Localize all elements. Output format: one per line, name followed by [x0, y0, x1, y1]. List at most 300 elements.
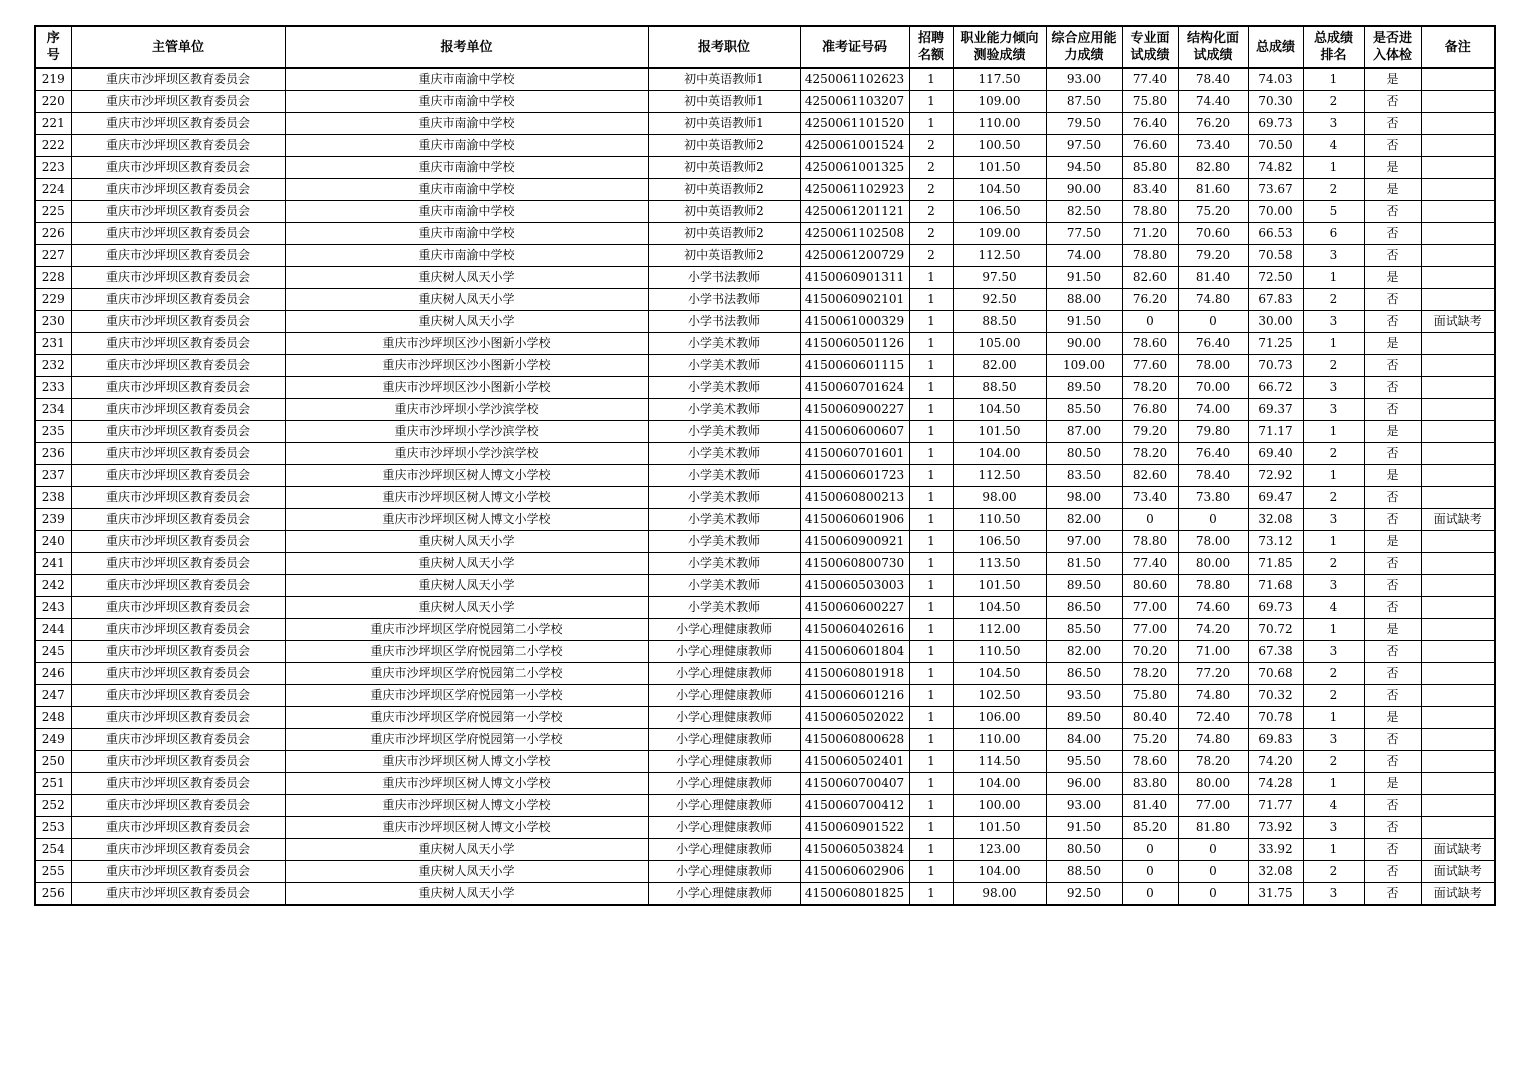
- cell-rank: 3: [1303, 311, 1364, 333]
- cell-ticket: 4250061102508: [800, 223, 909, 245]
- cell-medical: 否: [1364, 663, 1421, 685]
- header-rank: 总成绩排名: [1303, 26, 1364, 68]
- cell-dept: 重庆市沙坪坝区教育委员会: [71, 509, 285, 531]
- table-row: [35, 817, 1495, 839]
- table-row: [35, 355, 1495, 377]
- cell-position: 小学美术教师: [648, 333, 800, 355]
- cell-aptitude: 112.50: [953, 465, 1046, 487]
- cell-quota: 2: [909, 245, 953, 267]
- cell-total: 72.50: [1248, 267, 1303, 289]
- cell-struct-interview: 77.20: [1178, 663, 1248, 685]
- cell-unit: 重庆市沙坪坝区树人博文小学校: [285, 817, 648, 839]
- cell-dept: 重庆市沙坪坝区教育委员会: [71, 641, 285, 663]
- cell-position: 小学美术教师: [648, 421, 800, 443]
- cell-ticket: 4150060900227: [800, 399, 909, 421]
- cell-struct-interview: 73.40: [1178, 135, 1248, 157]
- header-note: 备注: [1421, 26, 1495, 68]
- cell-dept: 重庆市沙坪坝区教育委员会: [71, 91, 285, 113]
- cell-ticket: 4150060800730: [800, 553, 909, 575]
- cell-rank: 1: [1303, 267, 1364, 289]
- cell-no: 256: [35, 883, 71, 906]
- table-row: [35, 68, 1495, 91]
- table-row: [35, 91, 1495, 113]
- cell-quota: 1: [909, 883, 953, 906]
- cell-position: 初中英语教师2: [648, 223, 800, 245]
- cell-position: 初中英语教师1: [648, 68, 800, 91]
- cell-pro-interview: 83.80: [1122, 773, 1178, 795]
- cell-quota: 2: [909, 135, 953, 157]
- cell-applied: 94.50: [1046, 157, 1122, 179]
- cell-pro-interview: 85.80: [1122, 157, 1178, 179]
- cell-total: 73.12: [1248, 531, 1303, 553]
- cell-dept: 重庆市沙坪坝区教育委员会: [71, 311, 285, 333]
- cell-no: 226: [35, 223, 71, 245]
- cell-struct-interview: 74.80: [1178, 289, 1248, 311]
- table-row: [35, 707, 1495, 729]
- cell-rank: 1: [1303, 773, 1364, 795]
- cell-quota: 2: [909, 157, 953, 179]
- cell-note: [1421, 333, 1495, 355]
- cell-position: 小学心理健康教师: [648, 685, 800, 707]
- cell-total: 70.78: [1248, 707, 1303, 729]
- cell-struct-interview: 78.80: [1178, 575, 1248, 597]
- cell-quota: 1: [909, 443, 953, 465]
- cell-dept: 重庆市沙坪坝区教育委员会: [71, 421, 285, 443]
- table-row: [35, 333, 1495, 355]
- cell-total: 70.50: [1248, 135, 1303, 157]
- cell-struct-interview: 71.00: [1178, 641, 1248, 663]
- table-row: [35, 619, 1495, 641]
- cell-struct-interview: 79.80: [1178, 421, 1248, 443]
- cell-no: 233: [35, 377, 71, 399]
- cell-applied: 80.50: [1046, 443, 1122, 465]
- cell-applied: 96.00: [1046, 773, 1122, 795]
- cell-rank: 1: [1303, 157, 1364, 179]
- cell-no: 232: [35, 355, 71, 377]
- cell-unit: 重庆树人凤天小学: [285, 883, 648, 906]
- cell-rank: 3: [1303, 883, 1364, 906]
- cell-total: 69.37: [1248, 399, 1303, 421]
- cell-no: 230: [35, 311, 71, 333]
- cell-struct-interview: 80.00: [1178, 773, 1248, 795]
- cell-struct-interview: 74.00: [1178, 399, 1248, 421]
- cell-total: 71.68: [1248, 575, 1303, 597]
- cell-total: 32.08: [1248, 861, 1303, 883]
- cell-quota: 1: [909, 575, 953, 597]
- cell-quota: 1: [909, 289, 953, 311]
- cell-unit: 重庆树人凤天小学: [285, 861, 648, 883]
- cell-ticket: 4250061103207: [800, 91, 909, 113]
- cell-applied: 97.00: [1046, 531, 1122, 553]
- cell-medical: 否: [1364, 685, 1421, 707]
- cell-total: 69.47: [1248, 487, 1303, 509]
- cell-pro-interview: 78.60: [1122, 751, 1178, 773]
- cell-struct-interview: 74.80: [1178, 685, 1248, 707]
- cell-note: [1421, 531, 1495, 553]
- cell-rank: 2: [1303, 685, 1364, 707]
- cell-no: 224: [35, 179, 71, 201]
- cell-pro-interview: 77.00: [1122, 597, 1178, 619]
- cell-dept: 重庆市沙坪坝区教育委员会: [71, 113, 285, 135]
- table-body: [35, 68, 1495, 905]
- cell-medical: 否: [1364, 377, 1421, 399]
- cell-dept: 重庆市沙坪坝区教育委员会: [71, 487, 285, 509]
- cell-aptitude: 110.50: [953, 509, 1046, 531]
- cell-unit: 重庆市南渝中学校: [285, 91, 648, 113]
- cell-note: [1421, 201, 1495, 223]
- cell-struct-interview: 74.20: [1178, 619, 1248, 641]
- cell-struct-interview: 75.20: [1178, 201, 1248, 223]
- cell-note: [1421, 817, 1495, 839]
- cell-ticket: 4150060600227: [800, 597, 909, 619]
- cell-unit: 重庆市沙坪坝区学府悦园第一小学校: [285, 729, 648, 751]
- table-row: [35, 245, 1495, 267]
- cell-no: 239: [35, 509, 71, 531]
- cell-dept: 重庆市沙坪坝区教育委员会: [71, 597, 285, 619]
- cell-aptitude: 113.50: [953, 553, 1046, 575]
- cell-applied: 89.50: [1046, 707, 1122, 729]
- cell-unit: 重庆市南渝中学校: [285, 68, 648, 91]
- table-row: [35, 883, 1495, 906]
- cell-unit: 重庆市沙坪坝区树人博文小学校: [285, 487, 648, 509]
- cell-rank: 2: [1303, 289, 1364, 311]
- table-row: [35, 773, 1495, 795]
- cell-position: 小学心理健康教师: [648, 707, 800, 729]
- cell-ticket: 4150060601804: [800, 641, 909, 663]
- table-row: [35, 553, 1495, 575]
- table-header: [35, 26, 1495, 68]
- cell-aptitude: 112.00: [953, 619, 1046, 641]
- cell-no: 225: [35, 201, 71, 223]
- cell-applied: 97.50: [1046, 135, 1122, 157]
- cell-medical: 否: [1364, 311, 1421, 333]
- cell-struct-interview: 74.60: [1178, 597, 1248, 619]
- cell-ticket: 4150060801918: [800, 663, 909, 685]
- cell-struct-interview: 78.40: [1178, 465, 1248, 487]
- cell-no: 246: [35, 663, 71, 685]
- cell-aptitude: 104.00: [953, 861, 1046, 883]
- cell-struct-interview: 76.20: [1178, 113, 1248, 135]
- cell-medical: 是: [1364, 157, 1421, 179]
- cell-note: [1421, 179, 1495, 201]
- cell-unit: 重庆树人凤天小学: [285, 575, 648, 597]
- cell-total: 70.73: [1248, 355, 1303, 377]
- cell-total: 71.17: [1248, 421, 1303, 443]
- cell-total: 69.73: [1248, 597, 1303, 619]
- table-row: [35, 729, 1495, 751]
- table-row: [35, 179, 1495, 201]
- cell-aptitude: 88.50: [953, 377, 1046, 399]
- table-row: [35, 839, 1495, 861]
- cell-position: 小学心理健康教师: [648, 773, 800, 795]
- cell-ticket: 4250061101520: [800, 113, 909, 135]
- cell-rank: 3: [1303, 817, 1364, 839]
- cell-position: 小学心理健康教师: [648, 883, 800, 906]
- cell-position: 初中英语教师2: [648, 157, 800, 179]
- cell-quota: 1: [909, 267, 953, 289]
- cell-rank: 4: [1303, 795, 1364, 817]
- table-row: [35, 289, 1495, 311]
- cell-aptitude: 82.00: [953, 355, 1046, 377]
- cell-quota: 1: [909, 597, 953, 619]
- cell-ticket: 4150060502022: [800, 707, 909, 729]
- cell-total: 67.38: [1248, 641, 1303, 663]
- cell-note: [1421, 399, 1495, 421]
- header-struct-interview: 结构化面试成绩: [1178, 26, 1248, 68]
- table-row: [35, 575, 1495, 597]
- cell-dept: 重庆市沙坪坝区教育委员会: [71, 795, 285, 817]
- cell-unit: 重庆树人凤天小学: [285, 311, 648, 333]
- cell-quota: 1: [909, 531, 953, 553]
- cell-no: 240: [35, 531, 71, 553]
- cell-note: [1421, 729, 1495, 751]
- cell-aptitude: 123.00: [953, 839, 1046, 861]
- cell-unit: 重庆市沙坪坝区树人博文小学校: [285, 795, 648, 817]
- cell-rank: 3: [1303, 399, 1364, 421]
- cell-aptitude: 104.50: [953, 179, 1046, 201]
- cell-note: [1421, 795, 1495, 817]
- cell-applied: 84.00: [1046, 729, 1122, 751]
- cell-rank: 1: [1303, 531, 1364, 553]
- cell-aptitude: 110.00: [953, 729, 1046, 751]
- cell-note: [1421, 245, 1495, 267]
- cell-unit: 重庆市沙坪坝区树人博文小学校: [285, 773, 648, 795]
- cell-note: [1421, 443, 1495, 465]
- cell-ticket: 4150060601115: [800, 355, 909, 377]
- cell-struct-interview: 78.20: [1178, 751, 1248, 773]
- cell-medical: 否: [1364, 729, 1421, 751]
- cell-pro-interview: 82.60: [1122, 465, 1178, 487]
- cell-ticket: 4250061001524: [800, 135, 909, 157]
- cell-rank: 3: [1303, 113, 1364, 135]
- cell-no: 242: [35, 575, 71, 597]
- cell-pro-interview: 85.20: [1122, 817, 1178, 839]
- cell-total: 32.08: [1248, 509, 1303, 531]
- cell-rank: 2: [1303, 91, 1364, 113]
- cell-note: [1421, 707, 1495, 729]
- cell-applied: 85.50: [1046, 619, 1122, 641]
- cell-total: 74.28: [1248, 773, 1303, 795]
- cell-pro-interview: 78.80: [1122, 201, 1178, 223]
- cell-no: 250: [35, 751, 71, 773]
- cell-applied: 87.50: [1046, 91, 1122, 113]
- cell-no: 227: [35, 245, 71, 267]
- cell-aptitude: 101.50: [953, 421, 1046, 443]
- cell-position: 小学书法教师: [648, 311, 800, 333]
- cell-unit: 重庆市南渝中学校: [285, 201, 648, 223]
- cell-unit: 重庆树人凤天小学: [285, 597, 648, 619]
- cell-struct-interview: 77.00: [1178, 795, 1248, 817]
- cell-quota: 1: [909, 553, 953, 575]
- cell-position: 小学美术教师: [648, 443, 800, 465]
- cell-medical: 否: [1364, 575, 1421, 597]
- cell-no: 220: [35, 91, 71, 113]
- cell-note: [1421, 421, 1495, 443]
- cell-ticket: 4150060800628: [800, 729, 909, 751]
- cell-total: 66.72: [1248, 377, 1303, 399]
- cell-dept: 重庆市沙坪坝区教育委员会: [71, 729, 285, 751]
- cell-note: [1421, 619, 1495, 641]
- cell-note: 面试缺考: [1421, 311, 1495, 333]
- cell-dept: 重庆市沙坪坝区教育委员会: [71, 707, 285, 729]
- cell-unit: 重庆树人凤天小学: [285, 839, 648, 861]
- cell-medical: 否: [1364, 795, 1421, 817]
- cell-dept: 重庆市沙坪坝区教育委员会: [71, 553, 285, 575]
- cell-aptitude: 92.50: [953, 289, 1046, 311]
- cell-aptitude: 104.00: [953, 443, 1046, 465]
- cell-dept: 重庆市沙坪坝区教育委员会: [71, 201, 285, 223]
- cell-rank: 3: [1303, 575, 1364, 597]
- cell-applied: 80.50: [1046, 839, 1122, 861]
- cell-applied: 95.50: [1046, 751, 1122, 773]
- cell-position: 初中英语教师1: [648, 91, 800, 113]
- table-row: [35, 267, 1495, 289]
- cell-medical: 是: [1364, 773, 1421, 795]
- cell-no: 238: [35, 487, 71, 509]
- results-table: [34, 25, 1496, 906]
- header-applied: 综合应用能力成绩: [1046, 26, 1122, 68]
- cell-position: 初中英语教师2: [648, 201, 800, 223]
- cell-pro-interview: 76.60: [1122, 135, 1178, 157]
- cell-no: 254: [35, 839, 71, 861]
- cell-medical: 是: [1364, 465, 1421, 487]
- cell-quota: 1: [909, 817, 953, 839]
- header-position: 报考职位: [648, 26, 800, 68]
- cell-applied: 91.50: [1046, 311, 1122, 333]
- cell-unit: 重庆市沙坪坝区沙小图新小学校: [285, 355, 648, 377]
- cell-medical: 否: [1364, 399, 1421, 421]
- cell-dept: 重庆市沙坪坝区教育委员会: [71, 575, 285, 597]
- cell-position: 小学美术教师: [648, 355, 800, 377]
- cell-position: 小学心理健康教师: [648, 663, 800, 685]
- cell-pro-interview: 73.40: [1122, 487, 1178, 509]
- cell-struct-interview: 0: [1178, 839, 1248, 861]
- cell-struct-interview: 78.40: [1178, 68, 1248, 91]
- cell-applied: 89.50: [1046, 377, 1122, 399]
- cell-dept: 重庆市沙坪坝区教育委员会: [71, 861, 285, 883]
- cell-aptitude: 98.00: [953, 487, 1046, 509]
- cell-rank: 2: [1303, 861, 1364, 883]
- cell-no: 255: [35, 861, 71, 883]
- cell-applied: 98.00: [1046, 487, 1122, 509]
- cell-aptitude: 97.50: [953, 267, 1046, 289]
- cell-dept: 重庆市沙坪坝区教育委员会: [71, 355, 285, 377]
- cell-total: 33.92: [1248, 839, 1303, 861]
- cell-unit: 重庆市南渝中学校: [285, 113, 648, 135]
- cell-ticket: 4150060901311: [800, 267, 909, 289]
- cell-no: 253: [35, 817, 71, 839]
- cell-unit: 重庆市南渝中学校: [285, 245, 648, 267]
- cell-pro-interview: 0: [1122, 883, 1178, 906]
- cell-struct-interview: 0: [1178, 861, 1248, 883]
- cell-dept: 重庆市沙坪坝区教育委员会: [71, 465, 285, 487]
- cell-pro-interview: 76.20: [1122, 289, 1178, 311]
- cell-rank: 1: [1303, 465, 1364, 487]
- cell-struct-interview: 72.40: [1178, 707, 1248, 729]
- cell-rank: 2: [1303, 179, 1364, 201]
- cell-aptitude: 101.50: [953, 575, 1046, 597]
- cell-rank: 2: [1303, 751, 1364, 773]
- cell-pro-interview: 78.80: [1122, 245, 1178, 267]
- cell-rank: 6: [1303, 223, 1364, 245]
- cell-aptitude: 106.50: [953, 201, 1046, 223]
- cell-medical: 否: [1364, 289, 1421, 311]
- cell-struct-interview: 79.20: [1178, 245, 1248, 267]
- cell-pro-interview: 78.60: [1122, 333, 1178, 355]
- cell-applied: 88.00: [1046, 289, 1122, 311]
- cell-dept: 重庆市沙坪坝区教育委员会: [71, 289, 285, 311]
- cell-unit: 重庆市南渝中学校: [285, 223, 648, 245]
- cell-note: 面试缺考: [1421, 509, 1495, 531]
- cell-dept: 重庆市沙坪坝区教育委员会: [71, 245, 285, 267]
- cell-aptitude: 101.50: [953, 817, 1046, 839]
- table-row: [35, 685, 1495, 707]
- cell-quota: 1: [909, 619, 953, 641]
- cell-quota: 1: [909, 91, 953, 113]
- cell-note: [1421, 773, 1495, 795]
- cell-note: [1421, 553, 1495, 575]
- cell-position: 小学心理健康教师: [648, 619, 800, 641]
- cell-note: [1421, 223, 1495, 245]
- table-row: [35, 795, 1495, 817]
- cell-medical: 否: [1364, 883, 1421, 906]
- table-row: [35, 443, 1495, 465]
- cell-no: 222: [35, 135, 71, 157]
- cell-rank: 1: [1303, 68, 1364, 91]
- cell-no: 241: [35, 553, 71, 575]
- cell-note: [1421, 157, 1495, 179]
- cell-ticket: 4150060701624: [800, 377, 909, 399]
- cell-struct-interview: 81.80: [1178, 817, 1248, 839]
- header-aptitude: 职业能力倾向测验成绩: [953, 26, 1046, 68]
- cell-applied: 109.00: [1046, 355, 1122, 377]
- cell-medical: 是: [1364, 333, 1421, 355]
- cell-position: 小学心理健康教师: [648, 817, 800, 839]
- cell-struct-interview: 81.60: [1178, 179, 1248, 201]
- cell-no: 219: [35, 68, 71, 91]
- cell-struct-interview: 70.60: [1178, 223, 1248, 245]
- table-row: [35, 487, 1495, 509]
- cell-pro-interview: 80.60: [1122, 575, 1178, 597]
- cell-pro-interview: 70.20: [1122, 641, 1178, 663]
- header-ticket: 准考证号码: [800, 26, 909, 68]
- cell-quota: 1: [909, 399, 953, 421]
- cell-medical: 否: [1364, 553, 1421, 575]
- cell-aptitude: 104.50: [953, 597, 1046, 619]
- table-row: [35, 135, 1495, 157]
- cell-aptitude: 88.50: [953, 311, 1046, 333]
- cell-medical: 是: [1364, 531, 1421, 553]
- cell-rank: 2: [1303, 553, 1364, 575]
- cell-dept: 重庆市沙坪坝区教育委员会: [71, 751, 285, 773]
- cell-pro-interview: 0: [1122, 509, 1178, 531]
- cell-no: 247: [35, 685, 71, 707]
- cell-struct-interview: 80.00: [1178, 553, 1248, 575]
- cell-struct-interview: 76.40: [1178, 443, 1248, 465]
- cell-note: [1421, 377, 1495, 399]
- cell-position: 小学美术教师: [648, 553, 800, 575]
- cell-struct-interview: 74.80: [1178, 729, 1248, 751]
- cell-total: 74.82: [1248, 157, 1303, 179]
- cell-applied: 86.50: [1046, 663, 1122, 685]
- cell-position: 小学美术教师: [648, 377, 800, 399]
- table-row: [35, 311, 1495, 333]
- cell-quota: 1: [909, 839, 953, 861]
- cell-aptitude: 102.50: [953, 685, 1046, 707]
- cell-quota: 1: [909, 509, 953, 531]
- table-row: [35, 663, 1495, 685]
- cell-quota: 1: [909, 861, 953, 883]
